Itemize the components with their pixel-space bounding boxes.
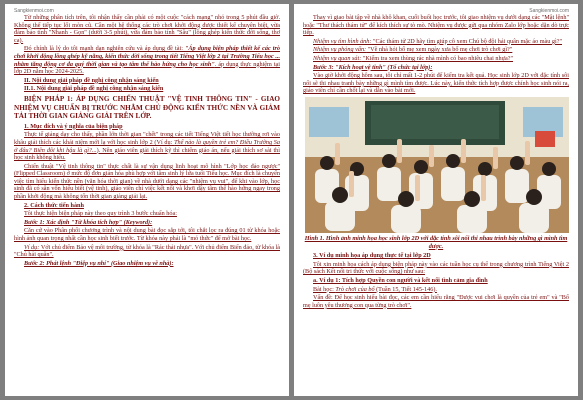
paragraph-keyword: Căn cứ vào Phân phối chương trình và nội dung bài đọc sắp tới, tôi chắt lọc ra đúng 01 từ khóa hoặc hình ảnh quan trọng nhất cần học sinh biết trước. Từ khóa này phải là "mỏ thức" để mở bài học. <box>14 227 280 243</box>
watermark-left: Sangkienmoi.com <box>14 8 54 14</box>
step-1-heading: Bước 1: Xác định "Từ khóa tích hợp" (Keyword): <box>24 218 153 226</box>
task-image: Nhiệm vụ tìm hình ảnh: "Các thám tử 2D hãy tìm giúp cô xem Chú bộ đội hải quân mặc áo màu gì?" <box>313 37 562 45</box>
heading-purpose: 1. Mục đích và ý nghĩa của biện pháp <box>24 122 123 130</box>
figure-caption: Hình 1. Hình ảnh minh họa học sinh lớp 2D với đặc tính sôi nổi thi nhau trình bày những gì mình tìm được. <box>304 234 568 250</box>
classroom-photo <box>305 97 569 233</box>
watermark-right: Sangkienmoi.com <box>529 8 569 14</box>
paragraph-lesson: Bài học: Trò chơi của bố (Tuần 15, Tiết 145-146). <box>313 285 437 293</box>
classroom-photo-illustration <box>305 97 569 233</box>
example-1-heading: a. Ví dụ 1: Tích hợp Quyền con người và kết nối tình cảm gia đình <box>313 276 488 284</box>
heading-example: 3. Ví dụ minh họa áp dụng thực tế tại lớp 2D <box>313 252 431 260</box>
measure-1-title: BIỆN PHÁP 1: ÁP DỤNG CHIẾN THUẬT "VỆ TINH THÔNG TIN" - GIAO NHIỆM VỤ CHUẨN BỊ TRƯỚC NHẰM CHỦ ĐỘNG KIẾN THỨC NỀN VÀ GIẢM TẢI THỜI GIAN GIẢNG GIẢI TRÊN LỚP. <box>14 94 280 121</box>
paragraph-reality: Thực tế giảng dạy cho thấy, phần lớn thời gian "chết" trong các tiết Tiếng Việt tiết học thường rơi vào khâu giải thích các khái niệm mới lạ với học sinh lớp 2 (Ví dụ: Thế nào là quyền trẻ em? Điều Trường Sa ở đâu? Biên đôi khi hậu là gì?...). Nên giáo viên giải thích kỹ thì chiếm giáo án, nếu giải thích sơ sài thì học sinh không hiểu. <box>14 131 280 162</box>
document-page-right <box>294 4 578 396</box>
paragraph-problem: Vấn đề: Để học sinh hiểu bài đọc, các em cần hiểu rằng "Được vui chơi là quyền của trẻ em" và "Bố mẹ luôn yêu thương con qua từng trò chơi". <box>303 294 569 309</box>
step-2-heading: Bước 2: Phát lệnh "Điệp vụ nhí" (Giao nhiệm vụ về nhà): <box>24 259 174 267</box>
topic-title: "Áp dụng biện pháp thiết kế các trò chơi khởi động lồng ghép kỹ năng, kiến thức đời sống trong tiết Tiếng Việt lớp 2 tại Trường Tiểu học ... nhằm tăng động cơ đa quý thời gian và tạo tâm thế hào hứng cho học sinh" <box>14 45 280 68</box>
heading-method: 2. Cách thức tiến hành <box>24 201 84 209</box>
paragraph-strategy: Chiến thuật "Vệ tinh thông tin" thực chất là sự vận dụng linh hoạt mô hình "Lớp học đảo ngược" (Flipped Classroom) ở mức độ đơn giản hóa phù hợp với tâm sinh lý lứa tuổi Tiểu học. Mục đích là chuyển việc tìm hiểu kiến thức nền (văn hóa thời gian) về nhà dưới dạng các "nhiệm vụ vui", để khi vào lớp, học sinh đã có sẵn vốn hiểu biết (vệ tinh), giáo viên chỉ việc kết nối và khơi dậy tâm thế hào hứng ngay trong phần khởi động mà không tốn thời gian giảng giải lại. <box>14 162 280 201</box>
paragraph-intro: Từ những phân tích trên, tôi nhận thấy cần phải có một cuộc "cách mạng" nhỏ trong 5 phút đầu giờ. Không thể tiếp tục lối mòn cũ. Cần một hệ thống các trò chơi khởi động được thiết kế chuyên biệt, vừa đảm bảo tính "Nhanh - Gọn" (dưới 3-5 phút), vừa đảm bảo tính "Sâu" (lồng ghép kiến thức đời sống, thơ ca). <box>14 14 280 44</box>
paragraph-example-intro: Tôi xin minh họa cách áp dụng biện pháp này vào các tuần học cụ thể trong chương trình Tiếng Việt 2 (Bộ sách Kết nối tri thức với cuộc sống) như sau: <box>303 260 569 276</box>
paragraph-example: Ví dụ: Với chủ điểm Bảo vệ môi trường, từ khóa là "Rác thải nhựa". Với chủ điểm Biển đảo, từ khóa là "Chủ hải quân". <box>14 243 280 259</box>
heading-section-ii1: II.1. Nội dung giải pháp đề nghị công nhận sáng kiến <box>24 85 164 93</box>
step-3-heading: Bước 3: "Kích hoạt vệ tinh" (Tổ chức tại lớp): <box>313 63 433 71</box>
task-observe: Nhiệm vụ quan sát: "Kiểm tra xem thùng rác nhà mình có bao nhiêu chai nhựa?" <box>313 54 513 62</box>
paragraph-topic: Đó chính là lý do tôi mạnh dạn nghiên cứu và áp dụng đề tài: "Áp dụng biện pháp thiết kế các trò chơi khởi động lồng ghép kỹ năng, kiến thức đời sống trong tiết Tiếng Việt lớp 2 tại Trường Tiểu học ... nhằm tăng động cơ đa quý thời gian và tạo tâm thế hào hứng cho học sinh". áp dụng thực nghiệm tại lớp 2D năm học 2024-2025. <box>14 45 281 76</box>
document-page-left <box>5 4 289 396</box>
task-interview: Nhiệm vụ phỏng vấn: "Về nhà hỏi bố mẹ xem ngày xưa bố mẹ chơi trò chơi gì?" <box>313 46 513 54</box>
heading-section-ii: II. Nội dung giải pháp đề nghị công nhận sáng kiến <box>24 76 159 84</box>
paragraph-mission: Thay vì giao bài tập về nhà khô khan, cuối buổi học trước, tôi giao nhiệm vụ dưới dạng các "Mật lệnh" hoặc "Thư thách thám tử" để kích thích sự tò mò. Nhiệm vụ được gửi qua nhóm Zalo lớp hoặc dặn dò trực tiếp. <box>303 14 569 37</box>
paragraph-activation: Vào giờ khởi động hôm sau, tôi chỉ mất 1-2 phút để kiểm tra kết quả. Học sinh lớp 2D với đặc tính sôi nổi sẽ thi nhau tranh bày những gì mình tìm được. Lúc này, kiến thức tích hợp được chính học sinh nói ra, giáo viên chỉ cần chốt lại và dẫn vào bài mới. <box>303 72 569 95</box>
paragraph-steps-intro: Tôi thực hiện biện pháp này theo quy trình 3 bước chuẩn hóa: <box>24 210 177 218</box>
